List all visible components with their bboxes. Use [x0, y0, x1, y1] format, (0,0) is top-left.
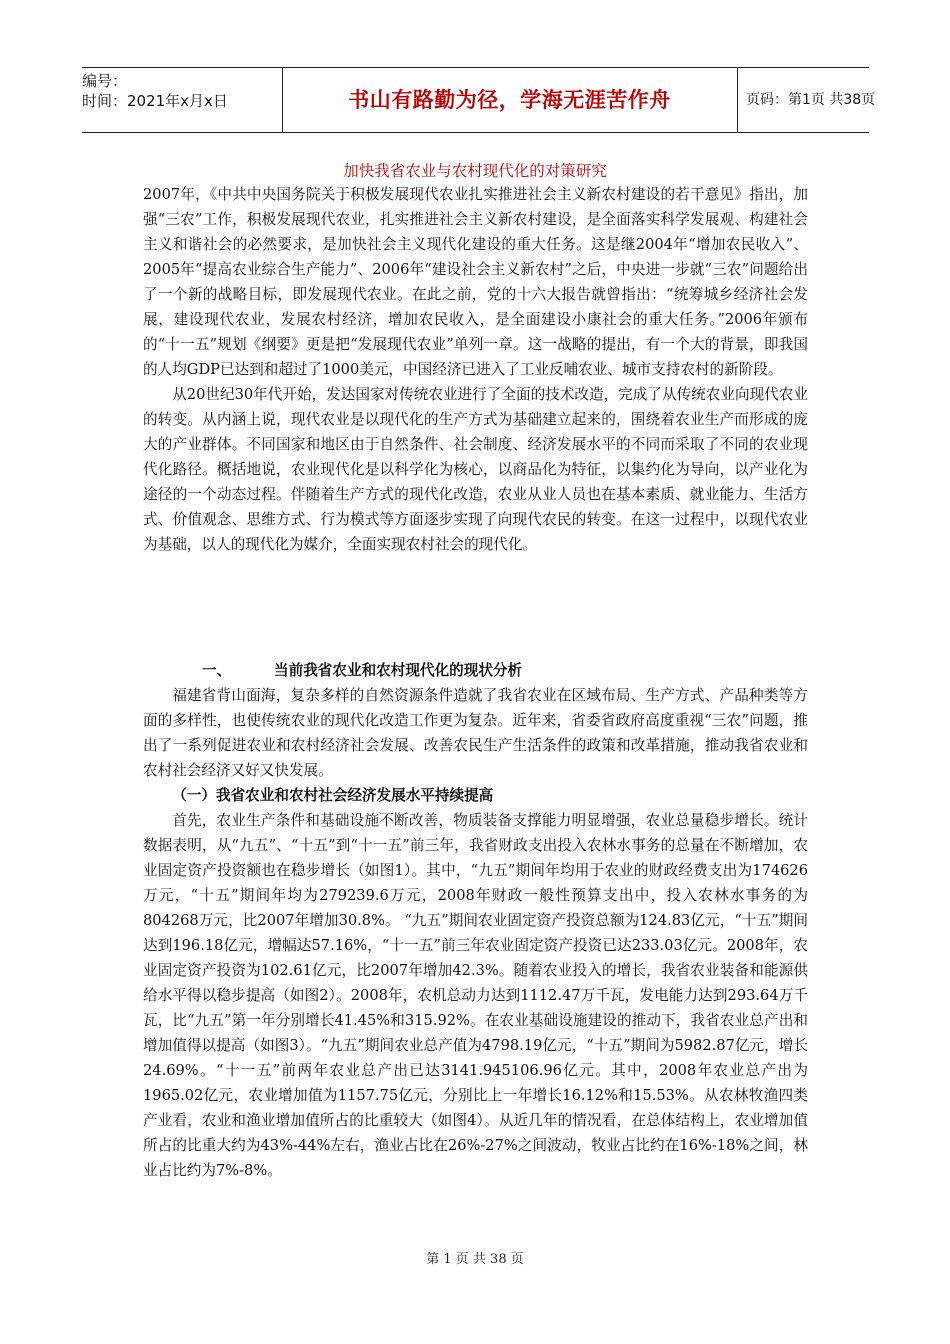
- section-heading: [202, 660, 522, 682]
- document-title: 加快我省农业与农村现代化的对策研究: [343, 162, 607, 180]
- intro-paragraph-2: 从20世纪30年代开始，发达国家对传统农业进行了全面的技术改造，完成了从传统农业向现代农业的转变。从内涵上说，现代农业是以现代化的生产方式为基础建立起来的，围绕着农业生产而形成的庞大的产业群体。不同国家和地区由于自然条件、社会制度、经济发展水平的不同而采取了不同的农业现代化路径。概括地说，农业现代化是以科学化为核心，以商品化为特征，以集约化为导向，以产业化为途径的一个动态过程。伴随着生产方式的现代化改造，农业从业人员也在基本素质、就业能力、生活方式、价值观念、思维方式、行为模式等方面逐步实现了向现代农民的转变。在这一过程中，以现代农业为基础，以人的现代化为媒介，全面实现农村社会的现代化。: [143, 386, 808, 553]
- document-date-label: 时间：2021年x月x日: [82, 92, 228, 110]
- intro-paragraph-1: 2007年，《中共中央国务院关于积极发展现代农业扎实推进社会主义新农村建设的若干意见》指出，加强“三农”工作，积极发展现代农业，扎实推进社会主义新农村建设，是全面落实科学发展观、构建社会主义和谐社会的必然要求，是加快社会主义现代化建设的重大任务。这是继2004年“增加农民收入”、2005年“提高农业综合生产能力”、2006年“建设社会主义新农村”之后，中央进一步就“三农”问题给出了一个新的战略目标，即发展现代农业。在此之前，党的十六大报告就曾指出：“统筹城乡经济社会发展，建设现代农业，发展农村经济，增加农民收入，是全面建设小康社会的重大任务。”2006年颁布的“十一五”规划《纲要》更是把“发展现代农业”单列一章。这一战略的提出，有一个大的背景，即我国的人均GDP已达到和超过了1000美元，中国经济已进入了工业反哺农业、城市支持农村的新阶段。: [143, 186, 808, 378]
- header-meta-cell: [82, 68, 283, 132]
- page-footer: 第 1 页 共 38 页: [426, 1252, 524, 1267]
- subsection-title: （一）我省农业和农村社会经济发展水平持续提高: [172, 787, 494, 804]
- header-page-info: 页码：第1页 共38页: [746, 92, 876, 108]
- section-body: [143, 683, 808, 1183]
- header-motto-cell: [282, 68, 738, 132]
- header-page-cell: [738, 68, 876, 132]
- section-paragraph: 福建省背山面海，复杂多样的自然资源条件造就了我省农业在区域布局、生产方式、产品种类等方面的多样性，也使传统农业的现代化改造工作更为复杂。近年来，省委省政府高度重视“三农”问题，推出了一系列促进农业和农村经济社会发展、改善农民生产生活条件的政策和改革措施，推动我省农业和农村社会经济又好又快发展。: [143, 687, 808, 779]
- header-motto: 书山有路勤为径，学海无涯苦作舟: [348, 88, 671, 112]
- header-table: [82, 67, 876, 133]
- section-title: 当前我省农业和农村现代化的现状分析: [274, 662, 523, 679]
- document-number-label: 编号：: [82, 72, 128, 90]
- subsection-paragraph: 首先，农业生产条件和基础设施不断改善，物质装备支撑能力明显增强，农业总量稳步增长。统计数据表明，从“九五”、“十五”到“十一五”前三年，我省财政支出投入农林水事务的总量在不断增加，农业固定资产投资额也在稳步增长（如图1）。其中，“九五”期间年均用于农业的财政经费支出为174626万元，“十五”期间年均为279239.6万元，2008年财政一般性预算支出中，投入农林水事务的为804268万元，比2007年增加30.8%。 “九五”期间农业固定资产投资总额为124.83亿元，“十五”期间达到196.18亿元，增幅达57.16%，“十一五”前三年农业固定资产投资已达233.03亿元。2008年，农业固定资产投资为102.61亿元，比2007年增加42.3%。随着农业投入的增长，我省农业装备和能源供给水平得以稳步提高（如图2）。2008年，农机总动力达到1112.47万千瓦，发电能力达到293.64万千瓦，比“九五”第一年分别增长41.45%和315.92%。在农业基础设施建设的推动下，我省农业总产出和增加值得以提高（如图3）。“九五”期间农业总产值为4798.19亿元，“十五”期间为5982.87亿元，增长24.69%。“十一五”前两年农业总产出已达3141.945106.96亿元。其中，2008年农业总产出为1965.02亿元，农业增加值为1157.75亿元，分别比上一年增长16.12%和15.53%。从农林牧渔四类产业看，农业和渔业增加值所占的比重较大（如图4）。从近几年的情况看，在总体结构上，农业增加值所占的比重大约为43%-44%左右，渔业占比在26%-27%之间波动，牧业占比约在16%-18%之间，林业占比约为7%-8%。: [143, 812, 808, 1179]
- section-number: 一、: [202, 662, 232, 679]
- intro-section: [143, 182, 808, 557]
